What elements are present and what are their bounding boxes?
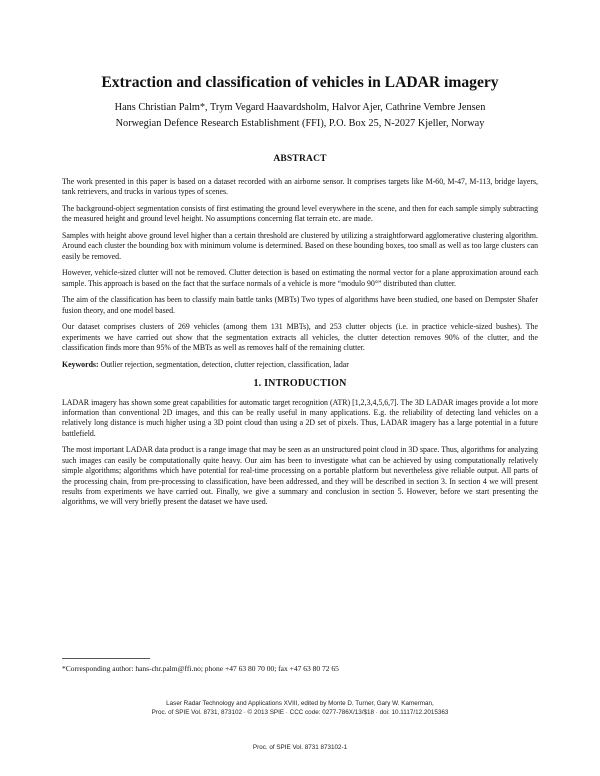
- keywords-label: Keywords:: [62, 359, 99, 369]
- abstract-paragraph: However, vehicle-sized clutter will not be removed. Clutter detection is based on estimating the normal vector for a plane approximation around each sample. This approach is based on the fact that the surface normals of a vehicle is more “modulo 90°” distributed than clutter.: [62, 268, 538, 288]
- footnote: *Corresponding author: hans-chr.palm@ffi.no; phone +47 63 80 70 00; fax +47 63 80 72 65: [62, 664, 339, 673]
- keywords-text: Outlier rejection, segmentation, detection, clutter rejection, classification, ladar: [100, 359, 349, 369]
- citation-line: Proc. of SPIE Vol. 8731, 873102 · © 2013 SPIE · CCC code: 0277-786X/13/$18 · doi: 10.1117/12.2015363: [151, 709, 449, 717]
- intro-paragraph: LADAR imagery has shown some great capabilities for automatic target recognition (ATR) [1,2,3,4,5,6,7]. The 3D LADAR images provide a lot more information than conventional 2D images, and this can be really useful in many applications. E.g. the reliability of detecting land vehicles on a relatively long distance is much higher using a 3D point cloud than using a 2D set of pixels. Thus, LADAR imagery has a large potential in a future battlefield.: [62, 397, 538, 438]
- page-number: Proc. of SPIE Vol. 8731 873102-1: [252, 744, 348, 751]
- footnote-rule: [62, 658, 150, 659]
- abstract-paragraph: The background-object segmentation consists of first estimating the ground level everywhere in the scene, and then for each sample simply subtracting the measured height and ground level height. No assumptions concerning flat terrain etc. are made.: [62, 204, 538, 224]
- abstract-paragraph: Samples with height above ground level higher than a certain threshold are clustered by utilizing a straightforward agglomerative clustering algorithm. Around each cluster the bounding box with minimum volume is determined. Based on these bounding boxes, too small as well as too large clusters can easily be removed.: [62, 231, 538, 261]
- citation-block: [40, 699, 560, 717]
- citation-line: Laser Radar Technology and Applications XVIII, edited by Monte D. Turner, Gary W. Kamerman,: [166, 700, 434, 707]
- introduction-heading: 1. INTRODUCTION: [253, 378, 347, 390]
- paper-title: Extraction and classification of vehicles in LADAR imagery: [101, 74, 499, 91]
- intro-paragraph: The most important LADAR data product is a range image that may be seen as an unstructured point cloud in 3D space. Thus, algorithms for analyzing such images can easily be computationally quite heavy. Our aim has been to investigate what can be achieved by using computationally relatively simple algorithms; algorithms which have potential for real-time processing on a portable platform but nevertheless give reliable output. All parts of the processing chain, from pre-processing to classification, have been addressed, and they will be described in section 3. In section 4 we will present results from experiments we have carried out. Finally, we give a summary and conclusion in section 5. However, before we start presenting the algorithms, we will very briefly present the dataset we have used.: [62, 445, 538, 507]
- abstract-paragraph: The aim of the classification has been to classify main battle tanks (MBTs) Two types of algorithms have been studied, one based on Dempster Shafer fusion theory, and one model based.: [62, 295, 538, 315]
- abstract-paragraph: Our dataset comprises clusters of 269 vehicles (among them 131 MBTs), and 253 clutter objects (i.e. in practice vehicle-sized bushes). The experiments we have carried out show that the segmentation extracts all vehicles, the clutter detection removes 90% of the clutter, and the classification finds more than 95% of the MBTs as well as removes half of the remaining clutter.: [62, 322, 538, 353]
- author-list: Hans Christian Palm*, Trym Vegard Haavardsholm, Halvor Ajer, Cathrine Vembre Jensen: [114, 102, 486, 113]
- paper-body: [62, 177, 538, 514]
- keywords: [62, 360, 538, 370]
- abstract-paragraph: The work presented in this paper is based on a dataset recorded with an airborne sensor. It comprises targets like M-60, M-47, M-113, bridge layers, tank retrievers, and trucks in various types of scenes.: [62, 177, 538, 197]
- abstract-heading: ABSTRACT: [273, 154, 327, 164]
- affiliation: Norwegian Defence Research Establishment (FFI), P.O. Box 25, N-2027 Kjeller, Norway: [115, 117, 485, 129]
- author-block: [40, 100, 560, 131]
